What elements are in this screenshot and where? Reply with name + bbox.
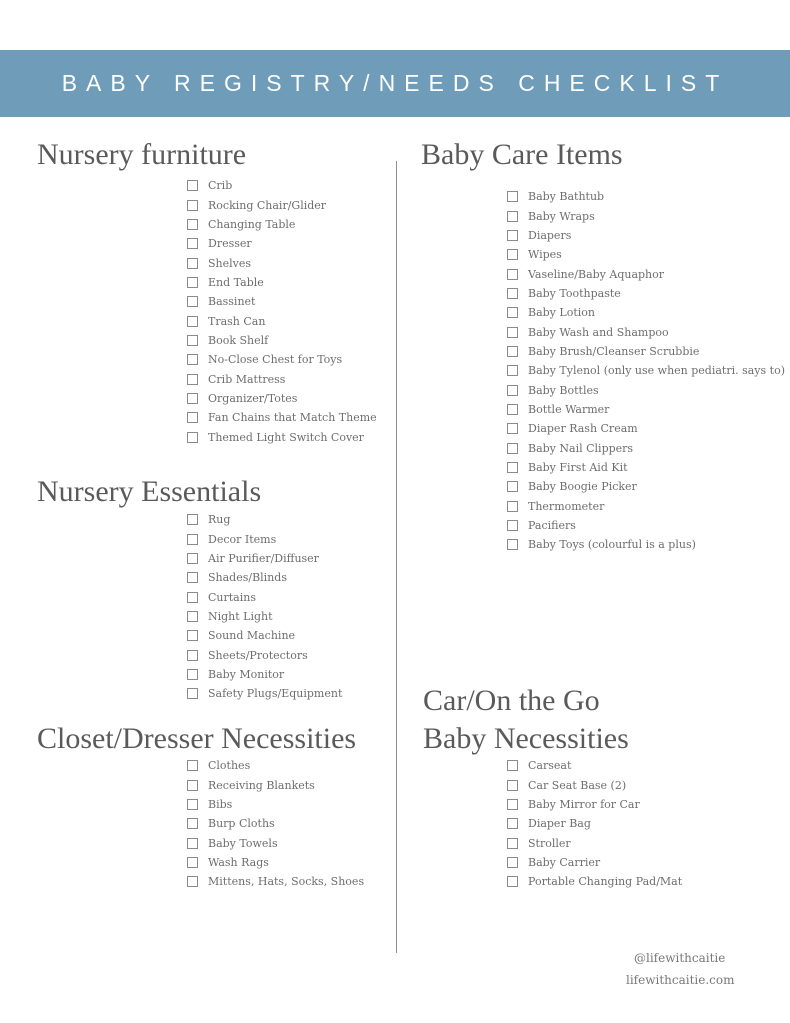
checkbox-icon[interactable] [187, 374, 198, 385]
checkbox-icon[interactable] [507, 760, 518, 771]
checkbox-icon[interactable] [507, 462, 518, 473]
checklist-item-label: Baby First Aid Kit [528, 460, 628, 474]
checklist-item-label: Baby Wash and Shampoo [528, 325, 669, 339]
checklist-item-label: Baby Wraps [528, 209, 595, 223]
checklist-item [187, 626, 342, 645]
checkbox-icon[interactable] [507, 443, 518, 454]
checklist-item-label: Decor Items [208, 532, 277, 546]
checklist-item-label: Shelves [208, 256, 252, 270]
checkbox-icon[interactable] [187, 354, 198, 365]
checkbox-icon[interactable] [507, 404, 518, 415]
checklist-item [187, 814, 364, 833]
checklist-item-label: Carseat [528, 759, 572, 773]
checklist-item-label: Receiving Blankets [208, 778, 315, 792]
checklist-item [507, 756, 682, 775]
checkbox-icon[interactable] [187, 818, 198, 829]
heading-nursery-furniture: Nursery furniture [37, 138, 247, 171]
checklist-item-label: Curtains [208, 590, 256, 604]
checklist-item [187, 775, 364, 794]
checkbox-icon[interactable] [187, 838, 198, 849]
checklist-item-label: Sheets/Protectors [208, 648, 308, 662]
checklist-item [507, 303, 785, 322]
checkbox-icon[interactable] [187, 876, 198, 887]
checklist-item-label: Portable Changing Pad/Mat [528, 875, 683, 889]
checklist-item-label: Dresser [208, 237, 252, 251]
list-nursery-essentials [187, 510, 342, 703]
checklist-item [187, 529, 342, 548]
checklist-item-label: No-Close Chest for Toys [208, 353, 343, 367]
checkbox-icon[interactable] [507, 520, 518, 531]
checklist-item [187, 369, 377, 388]
checklist-item-label: Mittens, Hats, Socks, Shoes [208, 875, 365, 889]
checklist-item [507, 814, 682, 833]
checkbox-icon[interactable] [187, 572, 198, 583]
checkbox-icon[interactable] [187, 760, 198, 771]
page-title: BABY REGISTRY/NEEDS CHECKLIST [61, 70, 729, 96]
checkbox-icon[interactable] [507, 346, 518, 357]
checkbox-icon[interactable] [187, 553, 198, 564]
checklist-item-label: Bassinet [208, 295, 256, 309]
checkbox-icon[interactable] [187, 277, 198, 288]
list-baby-care [507, 187, 785, 555]
checklist-item [187, 756, 364, 775]
checklist-item [507, 284, 785, 303]
checklist-item-label: Baby Bottles [528, 383, 599, 397]
list-nursery-furniture [187, 176, 377, 447]
checklist-item-label: Fan Chains that Match Theme [208, 411, 377, 425]
checklist-item [507, 795, 682, 814]
checklist-item [187, 427, 377, 446]
checklist-item [507, 245, 785, 264]
checklist-item-label: Diaper Rash Cream [528, 422, 638, 436]
checklist-item-label: Air Purifier/Diffuser [208, 551, 319, 565]
checkbox-icon[interactable] [187, 669, 198, 680]
checklist-item-label: Baby Boogie Picker [528, 480, 637, 494]
checklist-item-label: Themed Light Switch Cover [208, 430, 364, 444]
checkbox-icon[interactable] [187, 857, 198, 868]
checklist-item [507, 380, 785, 399]
list-car-on-the-go [507, 756, 682, 891]
checklist-item-label: Baby Carrier [528, 855, 601, 869]
checkbox-icon[interactable] [507, 385, 518, 396]
heading-baby-care: Baby Care Items [421, 138, 623, 171]
checklist-item-label: Clothes [208, 759, 251, 773]
checklist-item [507, 361, 785, 380]
checklist-item [507, 872, 682, 891]
checkbox-icon[interactable] [507, 818, 518, 829]
checkbox-icon[interactable] [187, 688, 198, 699]
heading-car-line1: Car/On the Go [423, 684, 600, 717]
checkbox-icon[interactable] [507, 857, 518, 868]
checklist-item [187, 253, 377, 272]
checklist-item [507, 187, 785, 206]
checklist-item [187, 684, 342, 703]
checklist-item-label: Shades/Blinds [208, 571, 287, 585]
checklist-item-label: Baby Monitor [208, 667, 285, 681]
checklist-item [507, 322, 785, 341]
checklist-item [187, 872, 364, 891]
checklist-item [187, 311, 377, 330]
checklist-item-label: Vaseline/Baby Aquaphor [528, 267, 665, 281]
checklist-item-label: Changing Table [208, 217, 296, 231]
checklist-item-label: Baby Nail Clippers [528, 441, 634, 455]
checklist-item [507, 419, 785, 438]
checklist-item-label: Night Light [208, 609, 273, 623]
checklist-item [507, 206, 785, 225]
checkbox-icon[interactable] [507, 423, 518, 434]
checklist-item-label: Pacifiers [528, 519, 576, 533]
checklist-item [187, 665, 342, 684]
checkbox-icon[interactable] [187, 238, 198, 249]
checklist-item-label: Trash Can [208, 314, 266, 328]
checkbox-icon[interactable] [507, 249, 518, 260]
checklist-item-label: Rocking Chair/Glider [208, 198, 327, 212]
checklist-item [187, 350, 377, 369]
checklist-item-label: Baby Bathtub [528, 190, 605, 204]
checkbox-icon[interactable] [187, 200, 198, 211]
checklist-item [187, 549, 342, 568]
checklist-item-label: Stroller [528, 836, 571, 850]
checkbox-icon[interactable] [187, 534, 198, 545]
footer-handle: @lifewithcaitie [634, 951, 726, 965]
checkbox-icon[interactable] [507, 365, 518, 376]
checkbox-icon[interactable] [507, 269, 518, 280]
checklist-item [507, 535, 785, 554]
checkbox-icon[interactable] [507, 288, 518, 299]
checkbox-icon[interactable] [187, 592, 198, 603]
checklist-item-label: Baby Toothpaste [528, 286, 621, 300]
checkbox-icon[interactable] [507, 799, 518, 810]
checklist-item-label: Crib Mattress [208, 372, 286, 386]
checklist-item-label: Baby Tylenol (only use when pediatri. says to) [528, 364, 786, 378]
checkbox-icon[interactable] [187, 412, 198, 423]
title-banner [0, 50, 790, 117]
checklist-item [187, 176, 377, 195]
checklist-item [507, 264, 785, 283]
checklist-item [507, 853, 682, 872]
checkbox-icon[interactable] [507, 307, 518, 318]
heading-nursery-essentials: Nursery Essentials [37, 475, 262, 508]
checklist-item-label: Car Seat Base (2) [528, 778, 627, 792]
checklist-item [507, 497, 785, 516]
checklist-item [187, 510, 342, 529]
checklist-item [507, 342, 785, 361]
checklist-item [187, 408, 377, 427]
checklist-item-label: Baby Toys (colourful is a plus) [528, 538, 696, 552]
checkbox-icon[interactable] [187, 611, 198, 622]
checklist-item-label: Crib [208, 179, 233, 193]
checkbox-icon[interactable] [507, 211, 518, 222]
checkbox-icon[interactable] [507, 876, 518, 887]
checkbox-icon[interactable] [507, 838, 518, 849]
checklist-item-label: Bibs [208, 797, 233, 811]
checklist-item-label: Burp Cloths [208, 817, 275, 831]
footer-website: lifewithcaitie.com [626, 973, 735, 987]
checklist-item [187, 587, 342, 606]
checkbox-icon[interactable] [187, 258, 198, 269]
checklist-item [507, 226, 785, 245]
checkbox-icon[interactable] [187, 780, 198, 791]
checklist-item-label: Baby Towels [208, 836, 278, 850]
checklist-item [187, 215, 377, 234]
heading-car-line2: Baby Necessities [423, 722, 629, 755]
checklist-item-label: Baby Brush/Cleanser Scrubbie [528, 344, 700, 358]
checkbox-icon[interactable] [507, 501, 518, 512]
checkbox-icon[interactable] [187, 630, 198, 641]
checkbox-icon[interactable] [507, 539, 518, 550]
checklist-item-label: Baby Mirror for Car [528, 797, 640, 811]
checklist-item [507, 833, 682, 852]
checklist-item-label: Safety Plugs/Equipment [208, 687, 343, 701]
checklist-item [187, 607, 342, 626]
checkbox-icon[interactable] [187, 650, 198, 661]
checkbox-icon[interactable] [187, 432, 198, 443]
checklist-item-label: Wipes [528, 248, 562, 262]
column-divider [396, 161, 397, 953]
checklist-item [507, 477, 785, 496]
checklist-item [187, 853, 364, 872]
checklist-item [187, 273, 377, 292]
checkbox-icon[interactable] [187, 393, 198, 404]
checklist-item-label: Diapers [528, 228, 572, 242]
checkbox-icon[interactable] [507, 191, 518, 202]
checkbox-icon[interactable] [187, 296, 198, 307]
checklist-item-label: Sound Machine [208, 629, 296, 643]
checkbox-icon[interactable] [187, 799, 198, 810]
checklist-item-label: Rug [208, 513, 231, 527]
checklist-item [187, 331, 377, 350]
checklist-item [187, 292, 377, 311]
checklist-item-label: Wash Rags [208, 855, 269, 869]
checklist-item [187, 568, 342, 587]
checkbox-icon[interactable] [187, 180, 198, 191]
checkbox-icon[interactable] [187, 316, 198, 327]
checkbox-icon[interactable] [507, 327, 518, 338]
checklist-item [187, 389, 377, 408]
checklist-item [507, 516, 785, 535]
checkbox-icon[interactable] [187, 514, 198, 525]
checklist-item [507, 458, 785, 477]
checklist-item-label: Thermometer [528, 499, 605, 513]
heading-closet-dresser: Closet/Dresser Necessities [37, 722, 357, 755]
checkbox-icon[interactable] [187, 335, 198, 346]
checklist-item-label: Baby Lotion [528, 306, 595, 320]
checklist-item [507, 400, 785, 419]
checklist-item [187, 645, 342, 664]
checkbox-icon[interactable] [507, 481, 518, 492]
checklist-item [187, 795, 364, 814]
checkbox-icon[interactable] [507, 780, 518, 791]
checklist-item [507, 438, 785, 457]
checkbox-icon[interactable] [507, 230, 518, 241]
checklist-item-label: End Table [208, 275, 264, 289]
checklist-item [187, 833, 364, 852]
list-closet-dresser [187, 756, 364, 891]
checklist-item [507, 775, 682, 794]
checklist-item-label: Organizer/Totes [208, 391, 298, 405]
checklist-item [187, 195, 377, 214]
checklist-item [187, 234, 377, 253]
checklist-item-label: Diaper Bag [528, 817, 591, 831]
checkbox-icon[interactable] [187, 219, 198, 230]
checklist-item-label: Book Shelf [208, 333, 269, 347]
checklist-item-label: Bottle Warmer [528, 402, 610, 416]
